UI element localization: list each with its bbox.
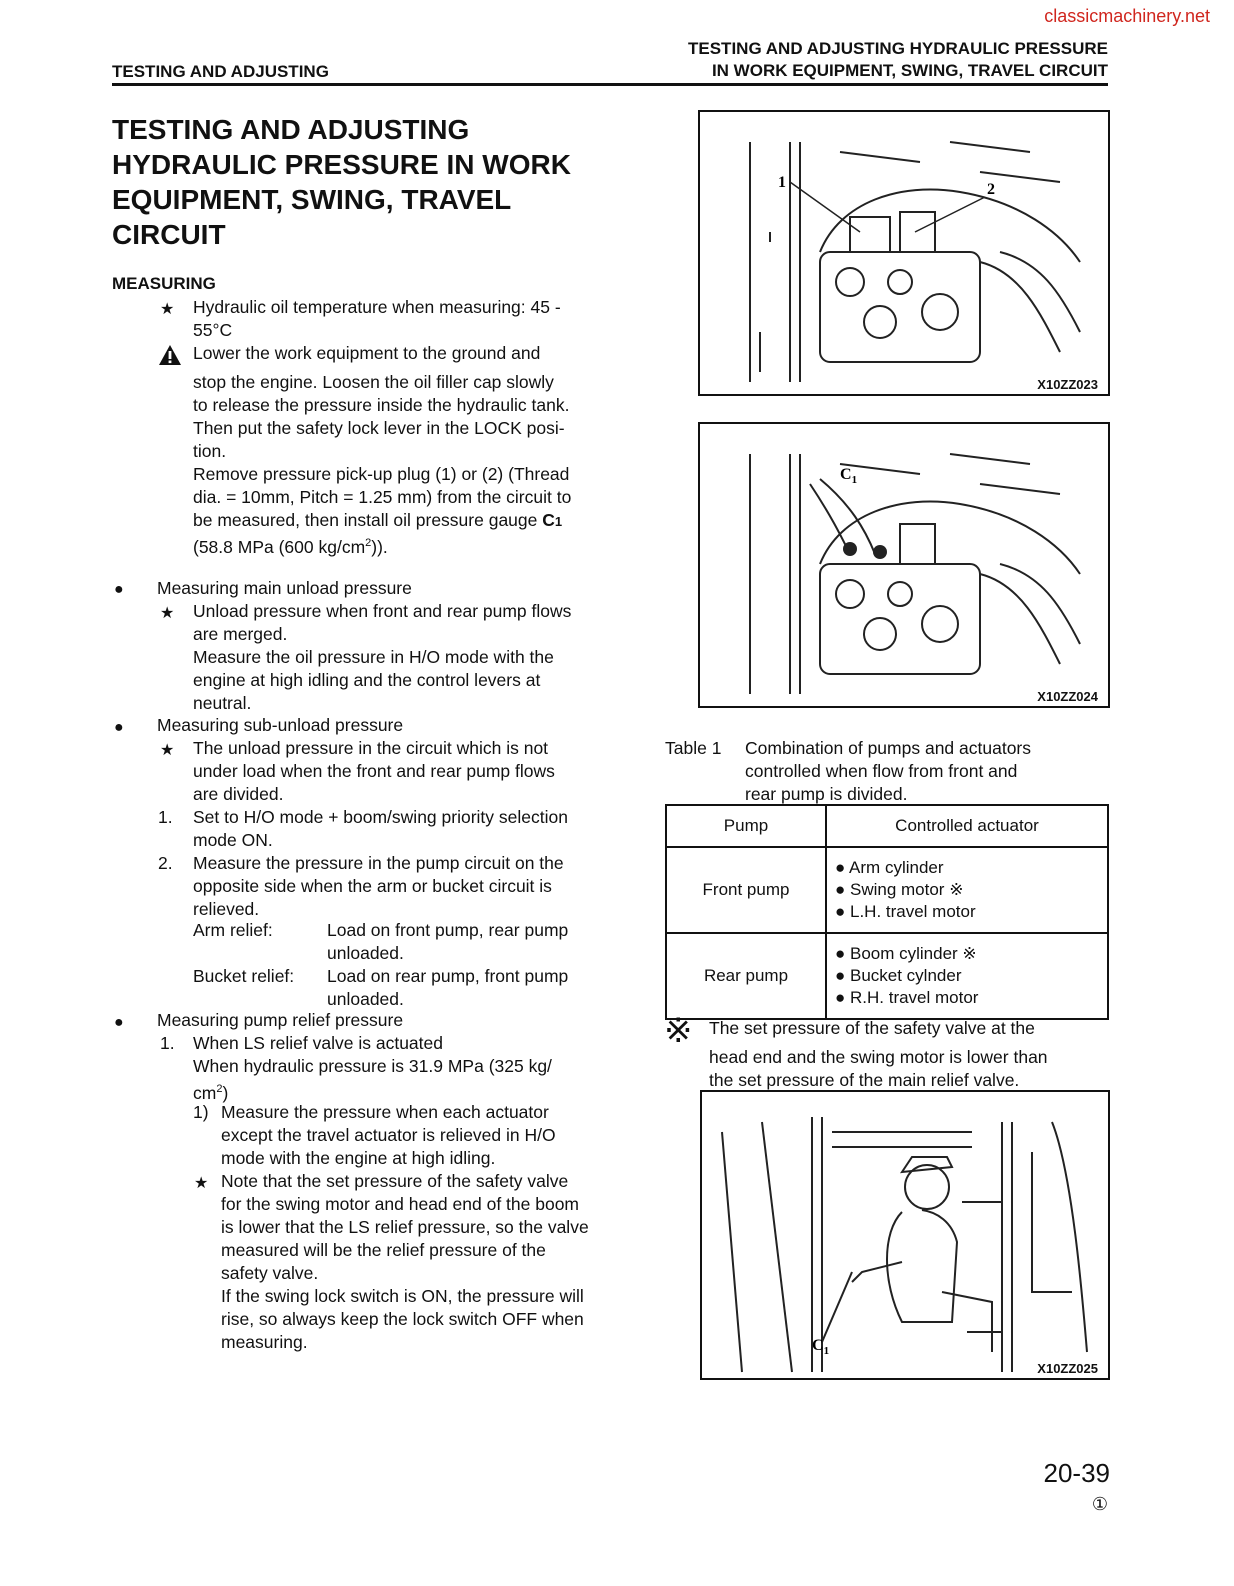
actuator-cell — [826, 847, 1108, 933]
header-right — [688, 38, 1108, 82]
warning-text: )). — [371, 536, 388, 557]
text-line: Measure the pressure when each actuator — [221, 1102, 549, 1122]
title-line: TESTING AND ADJUSTING — [112, 114, 470, 145]
text-line: measured will be the relief pressure of the — [221, 1240, 546, 1260]
text-line: mode ON. — [193, 830, 273, 850]
actuator-item: ● L.H. travel motor — [835, 902, 976, 921]
table-row — [666, 933, 1108, 1019]
warning-line: Remove pressure pick-up plug (1) or (2) (Thread — [193, 464, 570, 484]
actuator-item: ● R.H. travel motor — [835, 988, 979, 1007]
warning-icon — [158, 344, 182, 366]
header-right-line2: IN WORK EQUIPMENT, SWING, TRAVEL CIRCUIT — [711, 61, 1108, 80]
label-c: C — [840, 466, 852, 483]
text-line: If the swing lock switch is ON, the pressure will — [221, 1286, 584, 1306]
text-line: Load on rear pump, front pump — [327, 966, 569, 986]
title-line: EQUIPMENT, SWING, TRAVEL — [112, 184, 512, 215]
title-line: CIRCUIT — [112, 219, 226, 250]
watermark: classicmachinery.net — [1044, 6, 1210, 26]
section-heading-sub-unload: Measuring sub-unload pressure — [157, 715, 404, 735]
note-line: head end and the swing motor is lower than — [709, 1047, 1048, 1067]
text-line: unloaded. — [327, 989, 404, 1009]
table-caption-line: controlled when flow from front and — [745, 761, 1018, 781]
section-heading-main-unload: Measuring main unload pressure — [157, 578, 412, 598]
text-line: Load on front pump, rear pump — [327, 920, 569, 940]
bullet-icon: ● — [114, 1014, 124, 1031]
actuator-item: ● Bucket cylnder — [835, 966, 962, 985]
warning-text: be measured, then install oil pressure gauge — [193, 510, 538, 530]
table-row — [666, 847, 1108, 933]
warning-line: Then put the safety lock lever in the LOCK posi- — [193, 418, 565, 438]
text-line: measuring. — [221, 1332, 308, 1352]
label-2: 2 — [987, 181, 995, 198]
operator-illustration — [702, 1092, 1108, 1378]
col-pump: Pump — [666, 805, 826, 847]
text-line: except the travel actuator is relieved in H/O — [221, 1125, 556, 1145]
star-icon: ★ — [160, 605, 175, 622]
text-line: neutral. — [193, 693, 252, 713]
table-caption-line: Combination of pumps and actuators — [745, 738, 1031, 758]
table-caption-line: rear pump is divided. — [745, 784, 908, 804]
superscript: 2 — [216, 1083, 223, 1095]
revision-mark: ① — [1091, 1494, 1108, 1514]
figure-pump-plugs — [698, 110, 1110, 396]
star-icon: ★ — [160, 742, 175, 759]
warning-line — [193, 532, 388, 559]
note-line: The set pressure of the safety valve at the — [709, 1018, 1035, 1038]
text-line: Measure the pressure in the pump circuit on the — [193, 853, 564, 873]
arm-relief-label: Arm relief: — [193, 920, 273, 940]
star-icon: ★ — [160, 301, 175, 318]
text-line: unloaded. — [327, 943, 404, 963]
star-icon: ★ — [194, 1175, 209, 1192]
figure-operator-cab — [700, 1090, 1110, 1380]
header-left: TESTING AND ADJUSTING — [112, 62, 329, 81]
text-line: relieved. — [193, 899, 260, 919]
label-c1 — [812, 1337, 829, 1357]
page-title — [112, 112, 632, 252]
text-line: rise, so always keep the lock switch OFF when — [221, 1309, 584, 1329]
text-line: Unload pressure when front and rear pump flows — [193, 601, 572, 621]
warning-line: to release the pressure inside the hydraulic tank. — [193, 395, 570, 415]
text-line: engine at high idling and the control levers at — [193, 670, 541, 690]
text-line: The unload pressure in the circuit which is not — [193, 738, 549, 758]
superscript: 2 — [365, 537, 372, 549]
section-heading-pump-relief: Measuring pump relief pressure — [157, 1010, 404, 1030]
warning-line — [193, 509, 562, 533]
text-line: When LS relief valve is actuated — [193, 1033, 443, 1053]
bucket-relief-label: Bucket relief: — [193, 966, 295, 986]
warning-line: stop the engine. Loosen the oil filler cap slowly — [193, 372, 554, 392]
header-right-line1: TESTING AND ADJUSTING HYDRAULIC PRESSURE — [688, 39, 1108, 58]
figure-id: X10ZZ025 — [1037, 1361, 1098, 1376]
actuator-item: ● Boom cylinder ※ — [835, 944, 977, 963]
bullet-icon: ● — [114, 581, 124, 598]
title-line: HYDRAULIC PRESSURE IN WORK — [112, 149, 571, 180]
text-line: mode with the engine at high idling. — [221, 1148, 496, 1168]
table-caption-label: Table 1 — [665, 738, 722, 758]
label-c-sub: 1 — [851, 474, 858, 486]
pump-illustration — [700, 112, 1108, 394]
temp-line: 55°C — [193, 320, 233, 340]
warning-line: tion. — [193, 441, 227, 461]
figure-id: X10ZZ024 — [1037, 689, 1098, 704]
gauge-label: C — [542, 510, 555, 530]
col-actuator: Controlled actuator — [826, 805, 1108, 847]
bullet-icon: ● — [114, 719, 124, 736]
step-number: 2. — [158, 853, 173, 873]
label-c: C — [812, 1337, 824, 1354]
text-line: is lower that the LS relief pressure, so the valve — [221, 1217, 589, 1237]
warning-line: dia. = 10mm, Pitch = 1.25 mm) from the circuit to — [193, 487, 572, 507]
pump-cell: Front pump — [666, 847, 826, 933]
text-line: opposite side when the arm or bucket circuit is — [193, 876, 552, 896]
label-c-sub: 1 — [823, 1345, 830, 1357]
header-rule — [112, 83, 1108, 86]
actuator-cell — [826, 933, 1108, 1019]
actuator-item: ● Arm cylinder — [835, 858, 944, 877]
figure-gauge-install — [698, 422, 1110, 708]
temp-line: Hydraulic oil temperature when measuring: 45 - — [193, 297, 561, 317]
text-line: When hydraulic pressure is 31.9 MPa (325 kg/ — [193, 1056, 552, 1076]
text-line: safety valve. — [221, 1263, 319, 1283]
reference-mark-icon: ※ — [664, 1012, 693, 1050]
text-line: for the swing motor and head end of the boom — [221, 1194, 580, 1214]
actuator-item: ● Swing motor ※ — [835, 880, 964, 899]
text-line: Note that the set pressure of the safety valve — [221, 1171, 569, 1191]
table-header-row — [666, 805, 1108, 847]
label-1: 1 — [778, 174, 786, 191]
text-line: under load when the front and rear pump flows — [193, 761, 555, 781]
step-number: 1. — [160, 1033, 175, 1053]
measuring-heading: MEASURING — [112, 274, 216, 293]
text-line: are divided. — [193, 784, 284, 804]
page-number: 20-39 — [1043, 1458, 1110, 1488]
gauge-label-sub: 1 — [554, 514, 563, 529]
note-line: the set pressure of the main relief valve. — [709, 1070, 1020, 1090]
label-c1 — [840, 466, 857, 486]
text: cm — [193, 1082, 217, 1103]
figure-id: X10ZZ023 — [1037, 377, 1098, 392]
text: ) — [222, 1082, 229, 1103]
substep-number: 1) — [193, 1102, 209, 1122]
pump-actuator-table — [665, 804, 1109, 1020]
warning-text: (58.8 MPa (600 kg/cm — [193, 536, 366, 557]
warning-line: Lower the work equipment to the ground and — [193, 343, 541, 363]
step-number: 1. — [158, 807, 173, 827]
pump-cell: Rear pump — [666, 933, 826, 1019]
text-line: Measure the oil pressure in H/O mode with the — [193, 647, 554, 667]
text-line: Set to H/O mode + boom/swing priority selection — [193, 807, 568, 827]
pump-gauge-illustration — [700, 424, 1108, 706]
text-line: are merged. — [193, 624, 288, 644]
